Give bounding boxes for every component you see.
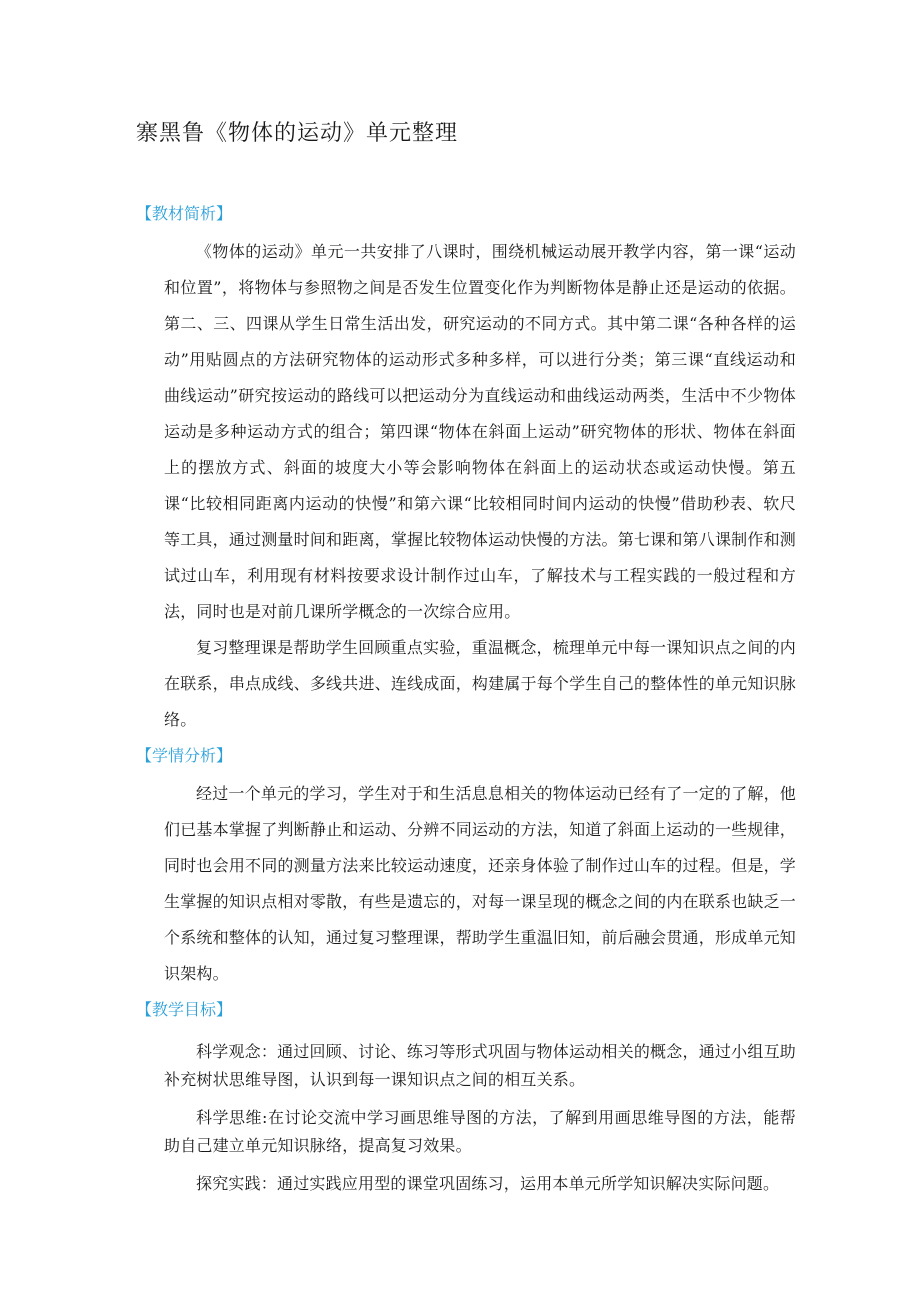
section-teaching-objectives: [136, 998, 796, 1198]
section-heading-textbook-analysis: 【教材简析】: [136, 204, 233, 223]
section-heading-teaching-objectives: 【教学目标】: [136, 1000, 233, 1019]
section-heading-student-analysis: 【学情分析】: [136, 746, 233, 765]
paragraph-objective-science-thinking: 科学思维:在讨论交流中学习画思维导图的方法，了解到用画思维导图的方法，能帮助自己建立单元知识脉络，提高复习效果。: [164, 1108, 796, 1155]
paragraph-textbook-analysis-1: 《物体的运动》单元一共安排了八课时，围绕机械运动展开教学内容，第一课“运动和位置”，将物体与参照物之间是否发生位置变化作为判断物体是静止还是运动的依据。第二、三、四课从学生日常生活出发，研究运动的不同方式。其中第二课“各种各样的运动”用贴圆点的方法研究物体的运动形式多种多样，可以进行分类；第三课“直线运动和曲线运动”研究按运动的路线可以把运动分为直线运动和曲线运动两类，生活中不少物体运动是多种运动方式的组合；第四课“物体在斜面上运动”研究物体的形状、物体在斜面上的摆放方式、斜面的坡度大小等会影响物体在斜面上的运动状态或运动快慢。第五课“比较相同距离内运动的快慢”和第六课“比较相同时间内运动的快慢”借助秒表、软尺等工具，通过测量时间和距离，掌握比较物体运动快慢的方法。第七课和第八课制作和测试过山车，利用现有材料按要求设计制作过山车，了解技术与工程实践的一般过程和方法，同时也是对前几课所学概念的一次综合应用。: [164, 242, 796, 621]
document-title: 寨黑鲁《物体的运动》单元整理: [136, 121, 459, 146]
paragraph-objective-inquiry-practice: 探究实践：通过实践应用型的课堂巩固练习，运用本单元所学知识解决实际问题。: [196, 1174, 780, 1193]
paragraph-objective-science-concept: 科学观念：通过回顾、讨论、练习等形式巩固与物体运动相关的概念，通过小组互助补充树状思维导图，认识到每一课知识点之间的相互关系。: [164, 1042, 796, 1089]
section-textbook-analysis: [136, 202, 796, 738]
section-student-analysis: [136, 744, 796, 992]
paragraph-student-analysis-1: 经过一个单元的学习，学生对于和生活息息相关的物体运动已经有了一定的了解，他们已基本掌握了判断静止和运动、分辨不同运动的方法，知道了斜面上运动的一些规律，同时也会用不同的测量方法来比较运动速度，还亲身体验了制作过山车的过程。但是，学生掌握的知识点相对零散，有些是遗忘的，对每一课呈现的概念之间的内在联系也缺乏一个系统和整体的认知，通过复习整理课，帮助学生重温旧知，前后融会贯通，形成单元知识架构。: [164, 784, 796, 983]
paragraph-textbook-analysis-2: 复习整理课是帮助学生回顾重点实验，重温概念，梳理单元中每一课知识点之间的内在联系，串点成线、多线共进、连线成面，构建属于每个学生自己的整体性的单元知识脉络。: [164, 638, 796, 729]
